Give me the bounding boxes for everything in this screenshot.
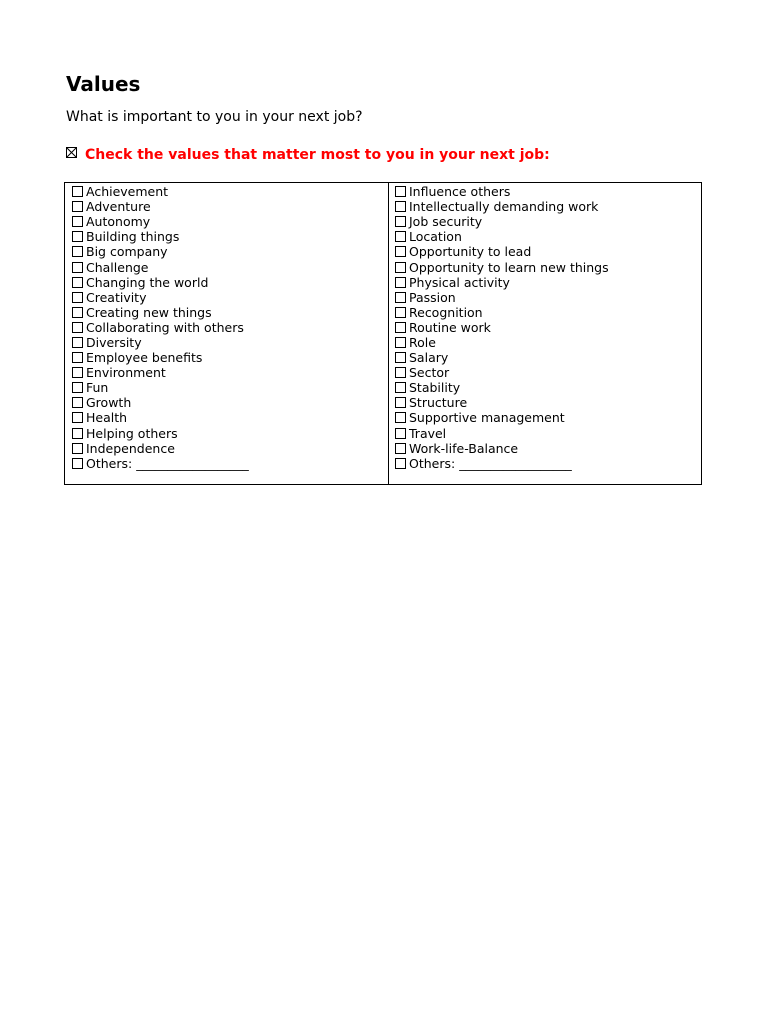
checkbox-icon[interactable] <box>72 292 83 303</box>
checkbox-icon[interactable] <box>72 201 83 212</box>
value-label: Location <box>409 229 462 245</box>
value-item[interactable] <box>395 335 701 350</box>
value-item[interactable] <box>72 184 388 199</box>
value-item[interactable] <box>395 456 701 471</box>
value-label: Fun <box>86 380 109 396</box>
value-item[interactable] <box>395 275 701 290</box>
checkbox-icon[interactable] <box>72 262 83 273</box>
value-item[interactable] <box>72 199 388 214</box>
checkbox-icon[interactable] <box>395 322 406 333</box>
value-label: Opportunity to learn new things <box>409 259 609 275</box>
value-label: Job security <box>409 214 483 230</box>
checkbox-icon[interactable] <box>72 186 83 197</box>
values-column-right <box>389 183 701 484</box>
checkbox-icon[interactable] <box>72 231 83 242</box>
value-label: Employee benefits <box>86 350 203 366</box>
checkbox-icon[interactable] <box>395 277 406 288</box>
value-label: Adventure <box>86 199 151 215</box>
checkbox-icon[interactable] <box>72 458 83 469</box>
value-item[interactable] <box>72 456 388 471</box>
checkbox-icon[interactable] <box>395 458 406 469</box>
value-item[interactable] <box>72 214 388 229</box>
checkbox-icon[interactable] <box>72 443 83 454</box>
value-label: Supportive management <box>409 410 565 426</box>
values-column-left <box>65 183 389 484</box>
checkbox-icon[interactable] <box>395 367 406 378</box>
value-item[interactable] <box>72 350 388 365</box>
value-label: Creating new things <box>86 304 212 320</box>
value-label: Achievement <box>86 184 169 200</box>
value-label: Role <box>409 334 436 350</box>
checkbox-icon[interactable] <box>395 382 406 393</box>
value-label: Challenge <box>86 259 149 275</box>
checkbox-icon[interactable] <box>72 367 83 378</box>
value-label: Influence others <box>409 184 511 200</box>
value-item[interactable] <box>72 305 388 320</box>
value-item[interactable] <box>72 290 388 305</box>
value-label: Creativity <box>86 289 147 305</box>
checkbox-icon[interactable] <box>395 231 406 242</box>
checkbox-icon[interactable] <box>395 292 406 303</box>
checkbox-icon[interactable] <box>395 201 406 212</box>
value-label: Structure <box>409 395 468 411</box>
checkbox-icon[interactable] <box>395 397 406 408</box>
value-item[interactable] <box>395 244 701 259</box>
checkbox-icon[interactable] <box>395 412 406 423</box>
value-label: Salary <box>409 350 449 366</box>
value-item[interactable] <box>72 259 388 274</box>
checkbox-icon[interactable] <box>72 412 83 423</box>
value-label: Changing the world <box>86 274 209 290</box>
value-item[interactable] <box>395 426 701 441</box>
checkbox-icon[interactable] <box>395 337 406 348</box>
value-label: Growth <box>86 395 132 411</box>
value-item[interactable] <box>395 184 701 199</box>
value-item[interactable] <box>395 441 701 456</box>
value-item[interactable] <box>395 350 701 365</box>
checkbox-icon[interactable] <box>72 382 83 393</box>
value-item[interactable] <box>72 365 388 380</box>
value-label: Independence <box>86 440 175 456</box>
value-item[interactable] <box>72 441 388 456</box>
value-label: Recognition <box>409 304 483 320</box>
value-item[interactable] <box>395 365 701 380</box>
checkbox-icon[interactable] <box>395 246 406 257</box>
value-item[interactable] <box>395 290 701 305</box>
value-label: Helping others <box>86 425 178 441</box>
value-item[interactable] <box>72 410 388 425</box>
value-item[interactable] <box>395 259 701 274</box>
checkbox-icon[interactable] <box>72 277 83 288</box>
values-table <box>64 182 702 485</box>
value-item[interactable] <box>72 244 388 259</box>
checkbox-icon[interactable] <box>72 216 83 227</box>
checkbox-icon[interactable] <box>72 307 83 318</box>
value-item[interactable] <box>72 335 388 350</box>
value-label: Opportunity to lead <box>409 244 532 260</box>
value-item[interactable] <box>395 320 701 335</box>
page-subtitle: What is important to you in your next job? <box>66 109 363 125</box>
value-item[interactable] <box>395 395 701 410</box>
value-label: Routine work <box>409 319 491 335</box>
value-label: Passion <box>409 289 456 305</box>
value-item[interactable] <box>72 380 388 395</box>
value-label: Collaborating with others <box>86 319 244 335</box>
checkbox-icon[interactable] <box>395 428 406 439</box>
value-label: Intellectually demanding work <box>409 199 599 215</box>
value-item[interactable] <box>395 229 701 244</box>
value-label: Autonomy <box>86 214 151 230</box>
checked-box-icon <box>66 147 77 158</box>
checkbox-icon[interactable] <box>72 322 83 333</box>
checkbox-icon[interactable] <box>395 307 406 318</box>
checkbox-icon[interactable] <box>72 397 83 408</box>
value-label: Diversity <box>86 334 142 350</box>
value-item[interactable] <box>72 229 388 244</box>
value-item[interactable] <box>72 320 388 335</box>
checkbox-icon[interactable] <box>72 246 83 257</box>
value-label: Travel <box>409 425 447 441</box>
instruction-text: Check the values that matter most to you in your next job: <box>85 146 550 163</box>
value-item[interactable] <box>72 426 388 441</box>
value-item[interactable] <box>72 275 388 290</box>
checkbox-icon[interactable] <box>395 216 406 227</box>
value-label: Health <box>86 410 128 426</box>
checkbox-icon[interactable] <box>395 352 406 363</box>
value-label: Physical activity <box>409 274 510 290</box>
value-label: Others: __________________ <box>86 455 249 471</box>
page-title: Values <box>66 72 141 96</box>
checkbox-icon[interactable] <box>72 352 83 363</box>
checkbox-icon[interactable] <box>72 428 83 439</box>
checkbox-icon[interactable] <box>395 443 406 454</box>
value-label: Big company <box>86 244 168 260</box>
value-item[interactable] <box>395 410 701 425</box>
value-item[interactable] <box>395 380 701 395</box>
value-label: Others: __________________ <box>409 455 572 471</box>
value-label: Environment <box>86 365 166 381</box>
value-item[interactable] <box>395 199 701 214</box>
value-label: Work-life-Balance <box>409 440 519 456</box>
value-item[interactable] <box>72 395 388 410</box>
instruction-row <box>66 145 550 165</box>
checkbox-icon[interactable] <box>72 337 83 348</box>
checkbox-icon[interactable] <box>395 186 406 197</box>
value-label: Stability <box>409 380 461 396</box>
value-label: Building things <box>86 229 180 245</box>
value-item[interactable] <box>395 305 701 320</box>
value-label: Sector <box>409 365 450 381</box>
value-item[interactable] <box>395 214 701 229</box>
checkbox-icon[interactable] <box>395 262 406 273</box>
